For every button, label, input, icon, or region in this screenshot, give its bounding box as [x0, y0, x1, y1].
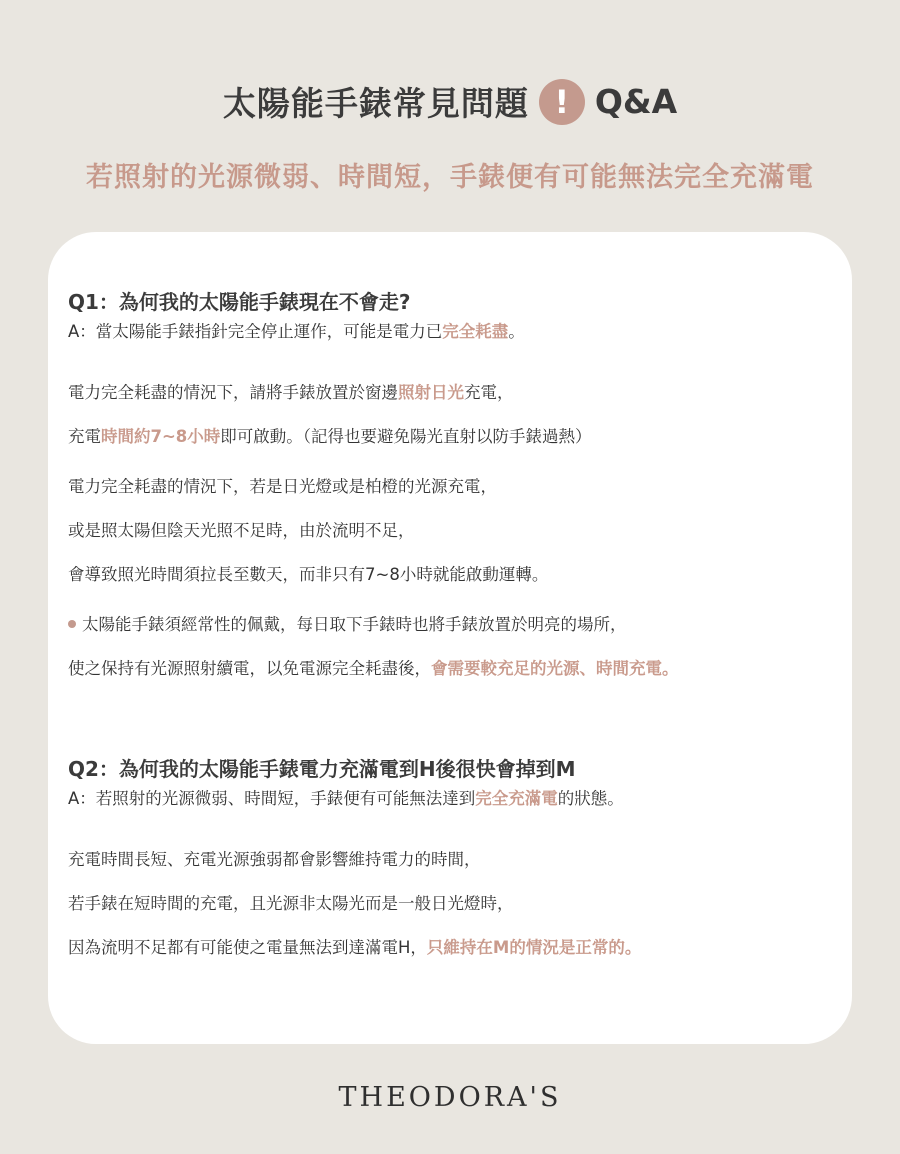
- brand-logo: THEODORA'S: [338, 1082, 562, 1113]
- question-2: Q2：為何我的太陽能手錶電力充滿電到H後很快會掉到M: [68, 757, 576, 781]
- q2-paragraph-1-line-3: 因為流明不足都有可能使之電量無法到達滿電H，只維持在M的情況是正常的。: [68, 938, 642, 957]
- title-row: [0, 78, 900, 125]
- exclamation-icon: !: [539, 79, 585, 125]
- answer-1: A：當太陽能手錶指針完全停止運作，可能是電力已完全耗盡。: [68, 322, 525, 341]
- bullet-icon: [68, 620, 76, 628]
- highlight: 完全充滿電: [475, 789, 558, 808]
- subtitle: 若照射的光源微弱、時間短，手錶便有可能無法完全充滿電: [86, 162, 814, 193]
- header: [0, 78, 900, 194]
- q1-paragraph-2-line-2: 或是照太陽但陰天光照不足時，由於流明不足，: [68, 521, 415, 540]
- highlight: 完全耗盡: [442, 322, 509, 341]
- q1-paragraph-2-line-1: 電力完全耗盡的情況下，若是日光燈或是柏橙的光源充電，: [68, 477, 497, 496]
- question-1: Q1：為何我的太陽能手錶現在不會走?: [68, 290, 411, 314]
- q2-paragraph-1-line-2: 若手錶在短時間的充電，且光源非太陽光而是一般日光燈時，: [68, 894, 514, 913]
- qa-label: Q&A: [594, 82, 678, 121]
- q1-paragraph-3-line-2: 使之保持有光源照射續電，以免電源完全耗盡後，會需要較充足的光源、時間充電。: [68, 659, 679, 678]
- q1-paragraph-1-line-1: 電力完全耗盡的情況下，請將手錶放置於窗邊照射日光充電，: [68, 383, 514, 402]
- page-title: 太陽能手錶常見問題: [222, 84, 529, 123]
- q1-paragraph-3-line-1: 太陽能手錶須經常性的佩戴，每日取下手錶時也將手錶放置於明亮的場所，: [68, 603, 844, 647]
- q1-paragraph-1-line-2: 充電時間約7~8小時即可啟動。（記得也要避免陽光直射以防手錶過熱）: [68, 427, 592, 446]
- q1-paragraph-2-line-3: 會導致照光時間須拉長至數天，而非只有7~8小時就能啟動運轉。: [68, 565, 549, 584]
- faq-card: [48, 232, 852, 1044]
- faq-content: [68, 286, 844, 970]
- q2-paragraph-1-line-1: 充電時間長短、充電光源強弱都會影響維持電力的時間，: [68, 850, 481, 869]
- answer-2: A：若照射的光源微弱、時間短，手錶便有可能無法達到完全充滿電的狀態。: [68, 789, 624, 808]
